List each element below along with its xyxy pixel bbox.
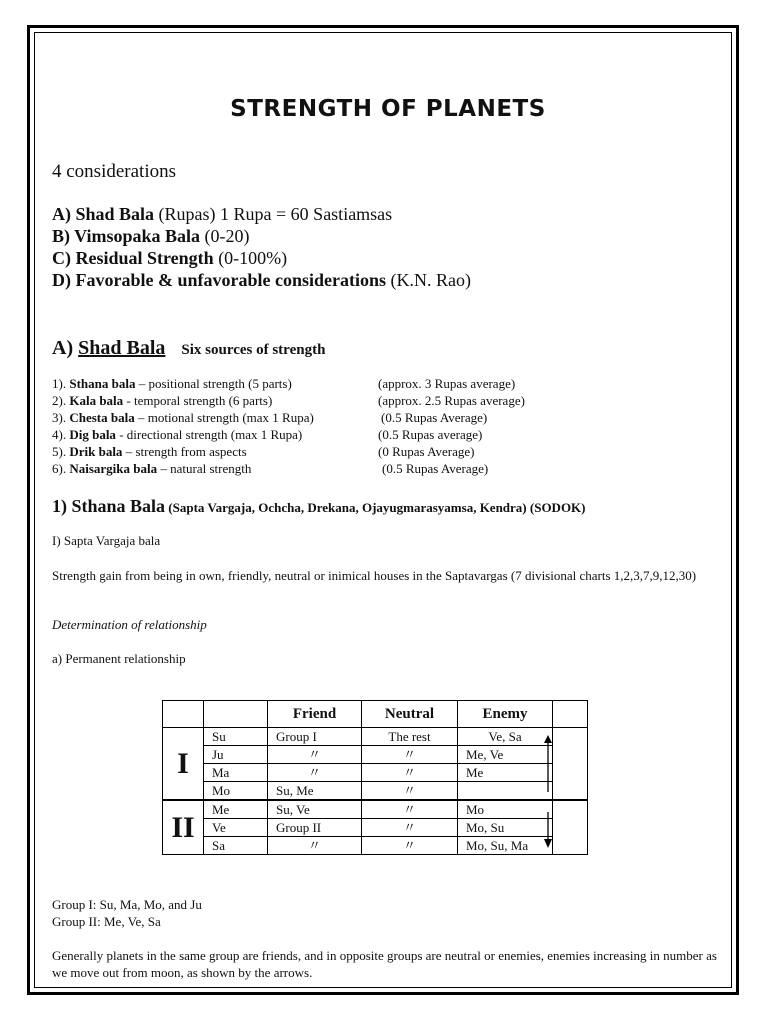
list-item [52, 376, 292, 392]
item-average: (0.5 Rupas Average) [382, 461, 489, 476]
item-number: 5). [52, 444, 70, 459]
neutral-cell: 〃 [362, 746, 458, 764]
consideration-label: C) Residual Strength [52, 248, 214, 268]
friend-cell: 〃 [268, 764, 362, 782]
footer-paragraph: Generally planets in the same group are friends, and in opposite groups are neutral or enemies, enemies increasing in number as we move out from moon, as shown by the arrows. [52, 948, 717, 980]
planet-cell: Su [204, 728, 268, 746]
friend-cell: Su, Ve [268, 800, 362, 819]
list-item [52, 427, 302, 443]
neutral-cell: 〃 [362, 782, 458, 801]
table-row [163, 764, 588, 782]
relationship-table [162, 700, 588, 855]
item-number: 4). [52, 427, 70, 442]
friend-cell: Su, Me [268, 782, 362, 801]
planet-cell: Ve [204, 819, 268, 837]
consideration-a [52, 204, 392, 225]
up-arrow-icon [544, 735, 552, 792]
consideration-d [52, 270, 471, 291]
considerations-heading: 4 considerations [52, 161, 177, 182]
list-item [52, 393, 272, 409]
table-row [163, 746, 588, 764]
list-item [52, 444, 247, 460]
header-friend: Friend [268, 701, 362, 728]
header-blank [163, 701, 204, 728]
enemy-cell: Ve, Sa [458, 728, 553, 746]
friend-cell: 〃 [268, 746, 362, 764]
item-separator: – [135, 376, 149, 391]
shad-bala-title: Shad Bala [78, 337, 166, 359]
consideration-b [52, 226, 250, 247]
consideration-detail: (0-100%) [213, 248, 288, 268]
sthana-bala-title: 1) Sthana Bala [52, 496, 166, 516]
direction-arrows [540, 734, 560, 852]
consideration-label: B) Vimsopaka Bala [52, 226, 201, 246]
header-enemy: Enemy [458, 701, 553, 728]
item-description: directional strength (max 1 Rupa) [126, 427, 303, 442]
item-average: (0 Rupas Average) [378, 444, 475, 459]
enemy-cell: Mo, Su, Ma [458, 837, 553, 855]
item-separator: – [134, 410, 148, 425]
table-row [163, 782, 588, 801]
friend-cell: Group I [268, 728, 362, 746]
item-number: 2). [52, 393, 70, 408]
consideration-c [52, 248, 287, 269]
planet-cell: Me [204, 800, 268, 819]
enemy-cell: Mo, Su [458, 819, 553, 837]
group-label: II [163, 800, 204, 855]
table-header-row [163, 701, 588, 728]
sapta-vargaja-paragraph: Strength gain from being in own, friendly, neutral or inimical houses in the Saptavargas (7 divisional charts 1,2,3,7,9,12,30) [52, 568, 697, 583]
table-row [163, 837, 588, 855]
item-average: (approx. 3 Rupas average) [378, 376, 516, 391]
sthana-bala-detail: (Sapta Vargaja, Ochcha, Drekana, Ojayugmarasyamsa, Kendra) (SODOK) [165, 500, 586, 515]
item-number: 3). [52, 410, 70, 425]
item-name: Naisargika bala [69, 461, 158, 476]
enemy-cell [458, 782, 553, 801]
item-description: natural strength [170, 461, 252, 476]
item-average: (approx. 2.5 Rupas average) [378, 393, 525, 408]
permanent-relationship-label: a) Permanent relationship [52, 651, 186, 666]
enemy-cell: Mo [458, 800, 553, 819]
shad-bala-subheading: Six sources of strength [181, 342, 326, 358]
consideration-detail: (Rupas) 1 Rupa = 60 Sastiamsas [154, 204, 393, 224]
consideration-label: D) Favorable & unfavorable considerations [52, 270, 386, 290]
planet-cell: Mo [204, 782, 268, 801]
table-row [163, 728, 588, 746]
list-item [52, 410, 314, 426]
item-description: positional strength (5 parts) [148, 376, 292, 391]
enemy-cell: Me [458, 764, 553, 782]
sapta-vargaja-subheading: I) Sapta Vargaja bala [52, 533, 161, 548]
neutral-cell: 〃 [362, 837, 458, 855]
item-separator: – [122, 444, 136, 459]
page-title: STRENGTH OF PLANETS [230, 96, 546, 122]
header-blank [204, 701, 268, 728]
neutral-cell: 〃 [362, 819, 458, 837]
planet-cell: Sa [204, 837, 268, 855]
item-average: (0.5 Rupas average) [378, 427, 483, 442]
table-row [163, 800, 588, 819]
friend-cell: Group II [268, 819, 362, 837]
friend-cell: 〃 [268, 837, 362, 855]
item-name: Kala bala [69, 393, 124, 408]
shad-bala-prefix: A) [52, 337, 79, 359]
neutral-cell: The rest [362, 728, 458, 746]
consideration-detail: (K.N. Rao) [385, 270, 471, 290]
table-row [163, 819, 588, 837]
item-number: 1). [52, 376, 70, 391]
item-name: Chesta bala [69, 410, 135, 425]
down-arrow-icon [544, 812, 552, 848]
planet-cell: Ma [204, 764, 268, 782]
group-one-text: Group I: Su, Ma, Mo, and Ju [52, 897, 202, 912]
header-blank [553, 701, 588, 728]
group-label: I [163, 728, 204, 801]
sthana-bala-heading [52, 496, 586, 517]
consideration-detail: (0-20) [200, 226, 250, 246]
item-separator: – [157, 461, 171, 476]
consideration-label: A) Shad Bala [52, 204, 155, 224]
item-description: temporal strength (6 parts) [134, 393, 273, 408]
item-name: Drik bala [69, 444, 123, 459]
neutral-cell: 〃 [362, 764, 458, 782]
enemy-cell: Me, Ve [458, 746, 553, 764]
header-neutral: Neutral [362, 701, 458, 728]
item-description: motional strength (max 1 Rupa) [147, 410, 314, 425]
shad-bala-heading [52, 337, 325, 360]
item-number: 6). [52, 461, 70, 476]
list-item [52, 461, 251, 477]
item-description: strength from aspects [135, 444, 247, 459]
item-average: (0.5 Rupas Average) [381, 410, 488, 425]
item-name: Sthana bala [69, 376, 136, 391]
neutral-cell: 〃 [362, 800, 458, 819]
item-separator: - [115, 427, 127, 442]
determination-heading: Determination of relationship [52, 617, 207, 632]
item-name: Dig bala [69, 427, 116, 442]
planet-cell: Ju [204, 746, 268, 764]
group-two-text: Group II: Me, Ve, Sa [52, 914, 161, 929]
item-separator: - [123, 393, 135, 408]
